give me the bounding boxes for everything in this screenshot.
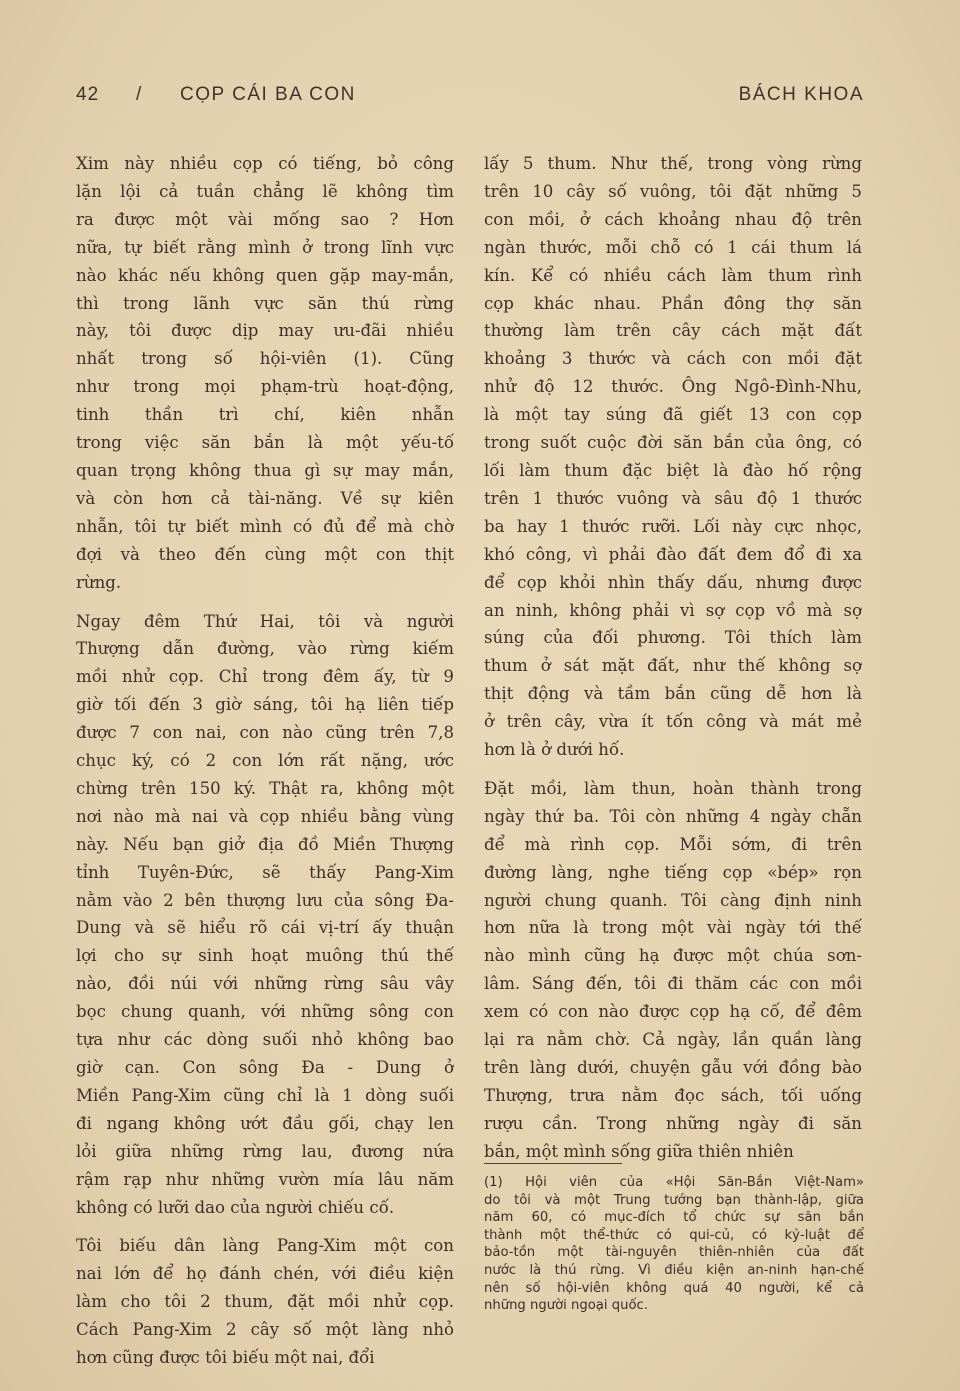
text-line: lại ra nằm chờ. Cả ngày, lần quần làng bbox=[484, 1030, 862, 1050]
text-line: con mồi, ở cách khoảng nhau độ trên bbox=[484, 209, 862, 229]
text-line: trên làng dưới, chuyện gẫu với đồng bào bbox=[484, 1058, 862, 1077]
text-line: rừng. bbox=[76, 572, 122, 592]
text-line: nữa, tự biết rằng mình ở trong lĩnh vực bbox=[76, 237, 454, 257]
footnote bbox=[484, 1174, 864, 1315]
text-line: lỏi giữa những rừng lau, đương nứa bbox=[76, 1141, 454, 1161]
text-line: nơi nào mà nai và cọp nhiều bằng vùng bbox=[76, 806, 454, 826]
text-line: lấy 5 thum. Như thế, trong vòng rừng bbox=[484, 154, 862, 173]
text-line: chục ký, có 2 con lớn rất nặng, ước bbox=[76, 751, 454, 771]
text-line: thum ở sát mặt đất, như thế không sợ bbox=[484, 656, 862, 676]
text-line: trong suốt cuộc đời săn bắn của ông, có bbox=[484, 433, 862, 453]
text-line: nhất trong số hội-viên (1). Cũng bbox=[76, 349, 454, 369]
text-line: nước là thú rừng. Vì điều kiện an-ninh hạn-chế bbox=[484, 1262, 864, 1278]
text-line: an ninh, không phải vì sợ cọp vồ mà sợ bbox=[484, 600, 862, 620]
text-line: hơn là ở dưới hố. bbox=[484, 740, 625, 760]
text-line: bảo-tồn một tài-nguyên thiên-nhiên của đất bbox=[484, 1245, 864, 1261]
text-line: ở trên cây, vừa ít tốn công và mát mẻ bbox=[484, 712, 862, 732]
text-line: Đặt mồi, làm thun, hoàn thành trong bbox=[484, 778, 862, 798]
page-header bbox=[76, 84, 864, 118]
text-line: ngày thứ ba. Tôi còn những 4 ngày chẵn bbox=[484, 806, 862, 826]
text-line: xem có con nào được cọp hạ cố, để đêm bbox=[484, 1002, 862, 1022]
text-line: này, tôi được dịp may ưu-đãi nhiều bbox=[76, 321, 454, 341]
text-line: lặn lội cả tuần chẳng lẽ không tìm bbox=[76, 181, 454, 201]
text-line: người chung quanh. Tôi càng định ninh bbox=[484, 890, 862, 910]
text-line: Miền Pang-Xim cũng chỉ là 1 dòng suối bbox=[76, 1085, 454, 1105]
text-line: để cọp khỏi nhìn thấy dấu, nhưng được bbox=[484, 572, 862, 592]
text-line: tinh thần trì chí, kiên nhẫn bbox=[76, 405, 454, 425]
text-line: nhẫn, tôi tự biết mình có đủ để mà chờ bbox=[76, 516, 454, 536]
text-line: thành một thể-thức có qui-củ, có kỷ-luật để bbox=[484, 1227, 864, 1243]
text-line: nai lớn để họ đánh chén, với điều kiện bbox=[76, 1264, 454, 1284]
text-line: tỉnh Tuyên-Đức, sẽ thấy Pang-Xim bbox=[76, 862, 454, 882]
text-line: đi ngang không ướt đầu gối, chạy len bbox=[76, 1113, 454, 1133]
header-separator: / bbox=[136, 84, 143, 105]
text-line: nào, đồi núi với những rừng sâu vây bbox=[76, 974, 454, 994]
text-line: năm 60, có mục-đích tổ chức sự săn bắn bbox=[484, 1210, 864, 1226]
text-line: mồi nhử cọp. Chỉ trong đêm ấy, từ 9 bbox=[76, 667, 454, 687]
text-line: Ngay đêm Thứ Hai, tôi và người bbox=[76, 611, 454, 631]
paragraph-gap bbox=[76, 1221, 454, 1232]
text-line: ngàn thước, mỗi chỗ có 1 cái thum lá bbox=[484, 237, 862, 257]
text-line: do tôi và một Trung tướng bạn thành-lập, giữa bbox=[484, 1192, 864, 1208]
text-line: giờ cạn. Con sông Đa - Dung ở bbox=[76, 1058, 454, 1077]
text-line: và còn hơn cả tài-năng. Về sự kiên bbox=[76, 488, 454, 508]
text-line: Dung và sẽ hiểu rõ cái vị-trí ấy thuận bbox=[76, 918, 454, 938]
magazine-name: BÁCH KHOA bbox=[738, 84, 864, 105]
text-line: như trong mọi phạm-trù hoạt-động, bbox=[76, 377, 454, 397]
text-line: này. Nếu bạn giở địa đồ Miền Thượng bbox=[76, 834, 454, 854]
text-line: (1) Hội viên của «Hội Săn-Bắn Việt-Nam» bbox=[484, 1175, 864, 1190]
text-line: hơn cũng được tôi biếu một nai, đổi bbox=[76, 1348, 375, 1368]
text-line: nào khác nếu không quen gặp may-mắn, bbox=[76, 265, 454, 285]
text-line: súng của đối phương. Tôi thích làm bbox=[484, 628, 862, 648]
text-line: được 7 con nai, con nào cũng trên 7,8 bbox=[76, 723, 454, 743]
text-line: lợi cho sự sinh hoạt muông thú thế bbox=[76, 946, 454, 966]
paragraph-gap bbox=[76, 597, 454, 608]
text-line: để mà rình cọp. Mỗi sớm, đi trên bbox=[484, 834, 862, 854]
text-line: đợi và theo đến cùng một con thịt bbox=[76, 544, 454, 564]
text-line: lối làm thum đặc biệt là đào hố rộng bbox=[484, 460, 862, 480]
text-line: hơn nữa là trong một vài ngày tới thế bbox=[484, 918, 862, 938]
text-line: quan trọng không thua gì sự may mắn, bbox=[76, 460, 454, 480]
text-line: nào mình cũng hạ được một chúa sơn- bbox=[484, 946, 862, 966]
footnote-divider bbox=[484, 1163, 622, 1164]
text-line: nằm vào 2 bên thượng lưu của sông Đa- bbox=[76, 890, 454, 910]
text-line: những người ngoại quốc. bbox=[484, 1298, 648, 1314]
text-line: thịt động và tầm bắn cũng dễ hơn là bbox=[484, 684, 862, 704]
article-title: CỌP CÁI BA CON bbox=[180, 84, 356, 105]
text-line: giờ tối đến 3 giờ sáng, tôi hạ liên tiếp bbox=[76, 695, 454, 715]
text-line: ra được một vài mống sao ? Hơn bbox=[76, 209, 454, 229]
text-line: bọc chung quanh, với những sông con bbox=[76, 1002, 454, 1022]
page-number: 42 bbox=[76, 84, 100, 105]
text-line: rậm rạp như những vườn mía lâu năm bbox=[76, 1169, 454, 1189]
text-line: kín. Kể có nhiều cách làm thum rình bbox=[484, 265, 862, 285]
text-line: trên 10 cây số vuông, tôi đặt những 5 bbox=[484, 181, 862, 201]
paragraph-gap bbox=[484, 764, 862, 775]
text-line: thường làm trên cây cách mặt đất bbox=[484, 321, 862, 341]
text-line: Cách Pang-Xim 2 cây số một làng nhỏ bbox=[76, 1320, 454, 1340]
text-line: nhử độ 12 thước. Ông Ngô-Đình-Nhu, bbox=[484, 377, 862, 397]
text-line: ba hay 1 thước rưỡi. Lối này cực nhọc, bbox=[484, 516, 862, 536]
text-line: Xim này nhiều cọp có tiếng, bỏ công bbox=[76, 154, 454, 173]
text-line: Thượng, trưa nằm đọc sách, tối uống bbox=[484, 1085, 862, 1105]
text-line: trên 1 thước vuông và sâu độ 1 thước bbox=[484, 488, 862, 508]
text-line: thì trong lãnh vực săn thú rừng bbox=[76, 293, 454, 313]
text-line: đường làng, nghe tiếng cọp «bép» rọn bbox=[484, 862, 862, 882]
left-column bbox=[76, 150, 454, 1372]
text-line: chừng trên 150 ký. Thật ra, không một bbox=[76, 778, 454, 798]
text-line: không có lưỡi dao của người chiếu cố. bbox=[76, 1197, 395, 1217]
text-line: nên số hội-viên không quá 40 người, kể cả bbox=[484, 1280, 864, 1296]
text-line: khoảng 3 thước và cách con mồi đặt bbox=[484, 349, 862, 369]
text-line: làm cho tôi 2 thum, đặt mồi nhử cọp. bbox=[76, 1292, 454, 1312]
text-line: rượu cần. Trong những ngày đi săn bbox=[484, 1113, 862, 1133]
text-line: là một tay súng đã giết 13 con cọp bbox=[484, 405, 862, 425]
right-column bbox=[484, 150, 862, 1166]
text-line: trong việc săn bắn là một yếu-tố bbox=[76, 433, 454, 453]
text-line: Tôi biếu dân làng Pang-Xim một con bbox=[76, 1236, 454, 1256]
text-line: khó công, vì phải đào đất đem đổ đi xa bbox=[484, 544, 862, 564]
text-line: tựa như các dòng suối nhỏ không bao bbox=[76, 1030, 454, 1050]
text-line: bắn, một mình sống giữa thiên nhiên bbox=[484, 1141, 794, 1161]
text-line: Thượng dẫn đường, vào rừng kiếm bbox=[76, 639, 454, 659]
text-line: cọp khác nhau. Phần đông thợ săn bbox=[484, 293, 862, 313]
text-line: lâm. Sáng đến, tôi đi thăm các con mồi bbox=[484, 974, 862, 994]
